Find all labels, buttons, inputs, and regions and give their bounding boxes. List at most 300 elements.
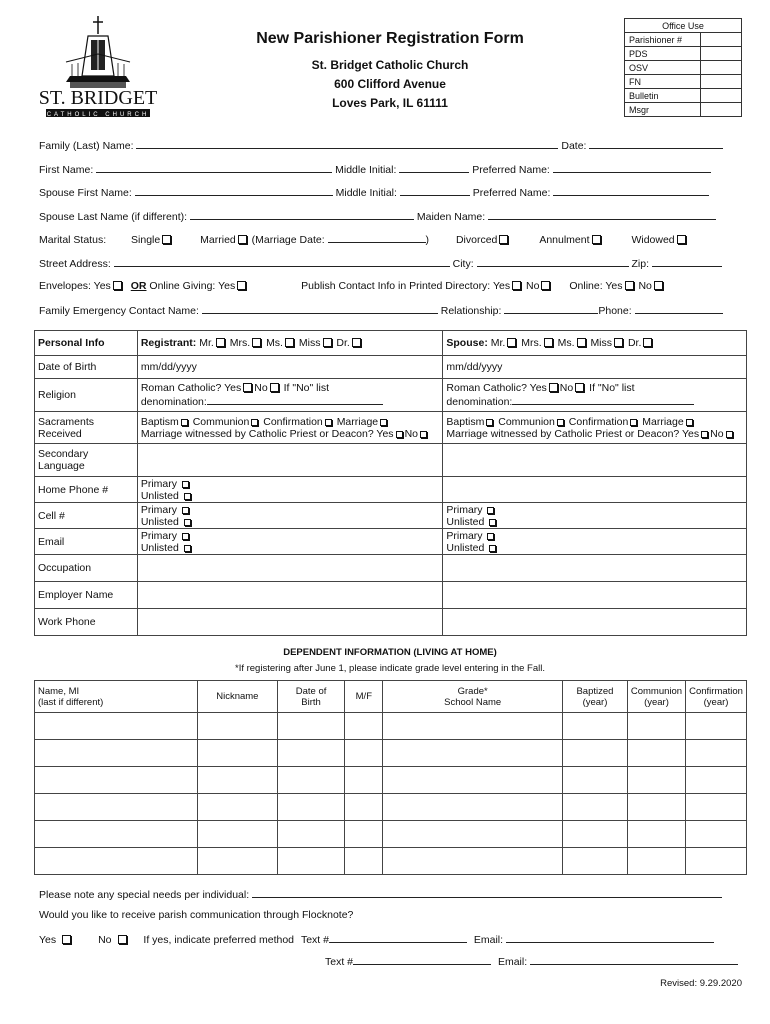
unlisted-label: Unlisted bbox=[446, 541, 485, 554]
unlisted-checkbox[interactable] bbox=[489, 545, 496, 552]
title-mr: Mr. bbox=[490, 337, 506, 349]
dep-cell[interactable] bbox=[198, 794, 278, 821]
relationship-label: Relationship: bbox=[440, 305, 502, 317]
office-row-value[interactable] bbox=[701, 33, 742, 47]
spouse-cell[interactable] bbox=[443, 503, 747, 529]
baptism-checkbox[interactable] bbox=[181, 419, 188, 426]
communion-label: Communion bbox=[192, 415, 250, 428]
dep-cell[interactable] bbox=[627, 821, 685, 848]
mr-checkbox[interactable] bbox=[507, 338, 516, 347]
divorced-label: Divorced bbox=[455, 234, 498, 246]
envelopes-checkbox[interactable] bbox=[113, 281, 122, 290]
spouse-occupation[interactable] bbox=[443, 555, 747, 582]
col-dob-sub: Birth bbox=[301, 696, 321, 708]
confirmation-label: Confirmation bbox=[568, 415, 629, 428]
first-name-row bbox=[39, 162, 743, 176]
office-row-label: OSV bbox=[625, 61, 701, 75]
office-row-label: PDS bbox=[625, 47, 701, 61]
col-grade-sub: School Name bbox=[444, 696, 502, 708]
spouse-employer[interactable] bbox=[443, 582, 747, 609]
dep-cell[interactable] bbox=[563, 740, 628, 767]
ms-checkbox[interactable] bbox=[285, 338, 294, 347]
dependent-title: DEPENDENT INFORMATION (LIVING AT HOME) bbox=[283, 647, 497, 658]
dep-cell[interactable] bbox=[277, 794, 345, 821]
page-title: New Parishioner Registration Form bbox=[256, 30, 524, 47]
mrs-checkbox[interactable] bbox=[252, 338, 261, 347]
spouse-last-label: Spouse Last Name (if different): bbox=[39, 211, 188, 223]
col-name-text: Name, MI bbox=[38, 685, 80, 697]
publish-no-checkbox[interactable] bbox=[541, 281, 550, 290]
marriage-date-close: ) bbox=[425, 234, 430, 246]
revised-date: Revised: 9.29.2020 bbox=[660, 978, 742, 989]
col-mf: M/F bbox=[345, 681, 383, 713]
language-text: Language bbox=[38, 460, 85, 472]
office-row-value[interactable] bbox=[701, 89, 742, 103]
dep-cell[interactable] bbox=[383, 713, 563, 740]
marriage-date-label: (Marriage Date: bbox=[251, 234, 325, 246]
dep-cell[interactable] bbox=[198, 740, 278, 767]
primary-checkbox[interactable] bbox=[182, 481, 189, 488]
secondary-text: Secondary bbox=[38, 448, 89, 460]
registrant-cell[interactable] bbox=[137, 503, 443, 529]
spouse-first-label: Spouse First Name: bbox=[39, 187, 132, 199]
confirmation-checkbox[interactable] bbox=[325, 419, 332, 426]
dep-cell[interactable] bbox=[277, 713, 345, 740]
dep-cell[interactable] bbox=[627, 767, 685, 794]
dependent-row bbox=[35, 740, 747, 767]
flocknote-no-checkbox[interactable] bbox=[118, 935, 127, 944]
col-dob-text: Date of bbox=[295, 685, 327, 697]
col-grade-text: Grade* bbox=[457, 685, 488, 697]
church-address: 600 Clifford Avenue bbox=[334, 77, 446, 91]
office-row-label: Msgr bbox=[625, 103, 701, 117]
dep-cell[interactable] bbox=[627, 740, 685, 767]
publish-no-label: No bbox=[526, 280, 540, 292]
dep-cell[interactable] bbox=[345, 740, 383, 767]
flocknote-yes-label: Yes bbox=[39, 934, 57, 946]
dep-cell[interactable] bbox=[35, 713, 198, 740]
online-no-checkbox[interactable] bbox=[654, 281, 663, 290]
mr-checkbox[interactable] bbox=[216, 338, 225, 347]
primary-checkbox[interactable] bbox=[487, 533, 494, 540]
dep-cell[interactable] bbox=[345, 821, 383, 848]
sacraments-text: Sacraments bbox=[38, 415, 95, 428]
unlisted-checkbox[interactable] bbox=[184, 545, 191, 552]
title-miss: Miss bbox=[298, 337, 321, 349]
dep-cell[interactable] bbox=[563, 794, 628, 821]
office-row-label: Parishioner # bbox=[625, 33, 701, 47]
annulment-checkbox[interactable] bbox=[592, 235, 601, 244]
dep-cell[interactable] bbox=[198, 713, 278, 740]
online-giving-label: Online Giving: Yes bbox=[149, 280, 236, 292]
church-logo bbox=[36, 14, 160, 124]
office-use-title: Office Use bbox=[625, 19, 742, 33]
denomination-label: denomination: bbox=[140, 396, 207, 408]
rc-no-label: No bbox=[559, 382, 574, 394]
registrant-religion bbox=[137, 379, 443, 412]
dep-cell[interactable] bbox=[686, 794, 747, 821]
primary-label: Primary bbox=[140, 503, 178, 516]
col-confirmation-text: Confirmation bbox=[689, 685, 743, 697]
rc-label: Roman Catholic? Yes bbox=[446, 382, 547, 394]
logo-subtext: CATHOLIC CHURCH bbox=[46, 112, 150, 118]
personal-info-header: Personal Info bbox=[35, 331, 138, 356]
dep-cell[interactable] bbox=[35, 794, 198, 821]
logo-text: ST. BRIDGET bbox=[38, 87, 158, 109]
witnessed-no-label: No bbox=[710, 427, 724, 440]
registrant-work-phone[interactable] bbox=[137, 609, 443, 636]
registrant-home-phone[interactable] bbox=[137, 477, 443, 503]
text-label: Text # bbox=[300, 934, 329, 946]
preferred-name-label: Preferred Name: bbox=[472, 164, 550, 176]
dep-cell[interactable] bbox=[35, 767, 198, 794]
rc-yes-checkbox[interactable] bbox=[243, 383, 252, 392]
spouse-label: Spouse: bbox=[446, 337, 488, 349]
unlisted-label: Unlisted bbox=[140, 515, 179, 528]
email-label: Email bbox=[35, 529, 138, 555]
special-needs-field[interactable] bbox=[252, 887, 722, 898]
dep-cell[interactable] bbox=[383, 767, 563, 794]
dep-cell[interactable] bbox=[627, 713, 685, 740]
dep-cell[interactable] bbox=[277, 821, 345, 848]
dep-cell[interactable] bbox=[198, 767, 278, 794]
first-name-label: First Name: bbox=[39, 164, 94, 176]
dependent-row bbox=[35, 713, 747, 740]
flocknote-row bbox=[39, 909, 743, 921]
office-row-label: Bulletin bbox=[625, 89, 701, 103]
dep-cell[interactable] bbox=[35, 740, 198, 767]
marriage-label: Marriage bbox=[642, 415, 684, 428]
primary-label: Primary bbox=[140, 477, 178, 490]
primary-label: Primary bbox=[140, 529, 178, 542]
baptism-label: Baptism bbox=[446, 415, 485, 428]
dep-cell[interactable] bbox=[563, 713, 628, 740]
rc-label: Roman Catholic? Yes bbox=[140, 382, 242, 394]
dob-label: Date of Birth bbox=[35, 356, 138, 379]
divorced-checkbox[interactable] bbox=[499, 235, 508, 244]
online-no-label: No bbox=[638, 280, 652, 292]
denomination-label: denomination: bbox=[446, 396, 513, 408]
family-name-field[interactable] bbox=[136, 138, 558, 149]
dep-cell[interactable] bbox=[345, 713, 383, 740]
dependents-table bbox=[34, 680, 747, 875]
witnessed-no-checkbox[interactable] bbox=[420, 431, 427, 438]
dep-cell[interactable] bbox=[35, 848, 198, 875]
dep-cell[interactable] bbox=[627, 794, 685, 821]
spouse-middle-label: Middle Initial: bbox=[335, 187, 397, 199]
unlisted-label: Unlisted bbox=[446, 515, 485, 528]
church-name: St. Bridget Catholic Church bbox=[311, 58, 469, 72]
col-communion-text: Communion bbox=[630, 685, 683, 697]
city-label: City: bbox=[452, 258, 474, 270]
online-yes-checkbox[interactable] bbox=[625, 281, 634, 290]
city-field[interactable] bbox=[477, 256, 629, 267]
dependent-note: *If registering after June 1, please indicate grade level entering in the Fall. bbox=[235, 663, 545, 674]
unlisted-label: Unlisted bbox=[140, 489, 179, 502]
registrant-employer[interactable] bbox=[137, 582, 443, 609]
primary-checkbox[interactable] bbox=[182, 533, 189, 540]
dependent-row bbox=[35, 767, 747, 794]
title-mrs: Mrs. bbox=[229, 337, 251, 349]
col-nickname: Nickname bbox=[198, 681, 278, 713]
dep-cell[interactable] bbox=[563, 821, 628, 848]
dep-cell[interactable] bbox=[686, 713, 747, 740]
envelopes-label: Envelopes: Yes bbox=[39, 280, 111, 292]
mrs-checkbox[interactable] bbox=[544, 338, 553, 347]
primary-checkbox[interactable] bbox=[487, 507, 494, 514]
dep-cell[interactable] bbox=[563, 767, 628, 794]
marriage-checkbox[interactable] bbox=[686, 419, 693, 426]
flocknote-label: Would you like to receive parish communication through Flocknote? bbox=[39, 909, 354, 921]
ms-checkbox[interactable] bbox=[577, 338, 586, 347]
marriage-checkbox[interactable] bbox=[380, 419, 387, 426]
home-phone-label: Home Phone # bbox=[35, 477, 138, 503]
dep-cell[interactable] bbox=[627, 848, 685, 875]
communion-checkbox[interactable] bbox=[251, 419, 258, 426]
dep-cell[interactable] bbox=[198, 848, 278, 875]
marital-label: Marital Status: bbox=[39, 234, 107, 246]
dr-checkbox[interactable] bbox=[643, 338, 652, 347]
title-miss: Miss bbox=[590, 337, 613, 349]
dep-cell[interactable] bbox=[383, 821, 563, 848]
dep-cell[interactable] bbox=[383, 740, 563, 767]
occupation-label: Occupation bbox=[35, 555, 138, 582]
dep-cell[interactable] bbox=[35, 821, 198, 848]
single-checkbox[interactable] bbox=[162, 235, 171, 244]
special-needs-label: Please note any special needs per individual: bbox=[39, 889, 250, 901]
col-baptized bbox=[563, 681, 628, 713]
registrant-dob[interactable]: mm/dd/yyyy bbox=[137, 356, 443, 379]
witnessed-yes-checkbox[interactable] bbox=[701, 431, 708, 438]
col-dob bbox=[277, 681, 345, 713]
phone-field[interactable] bbox=[635, 303, 723, 314]
employer-label: Employer Name bbox=[35, 582, 138, 609]
dep-cell[interactable] bbox=[686, 848, 747, 875]
married-checkbox[interactable] bbox=[238, 235, 247, 244]
title-dr: Dr. bbox=[627, 337, 642, 349]
street-field[interactable] bbox=[114, 256, 450, 267]
dependent-row bbox=[35, 848, 747, 875]
spouse-dob[interactable]: mm/dd/yyyy bbox=[443, 356, 747, 379]
email-field[interactable] bbox=[506, 932, 714, 943]
zip-label: Zip: bbox=[631, 258, 649, 270]
title-dr: Dr. bbox=[336, 337, 350, 349]
personal-info-table bbox=[34, 330, 747, 636]
confirmation-label: Confirmation bbox=[263, 415, 323, 428]
col-confirmation bbox=[686, 681, 747, 713]
dep-cell[interactable] bbox=[686, 821, 747, 848]
envelopes-row bbox=[39, 280, 743, 292]
dep-cell[interactable] bbox=[686, 767, 747, 794]
publish-yes-checkbox[interactable] bbox=[512, 281, 521, 290]
received-text: Received bbox=[38, 427, 82, 440]
spouse-last-row bbox=[39, 209, 743, 223]
miss-checkbox[interactable] bbox=[614, 338, 623, 347]
cell-label: Cell # bbox=[35, 503, 138, 529]
text-label-2: Text # bbox=[325, 956, 354, 968]
address-row bbox=[39, 256, 743, 270]
text-field-2[interactable] bbox=[353, 954, 491, 965]
rc-no-checkbox[interactable] bbox=[575, 383, 584, 392]
spouse-preferred-field[interactable] bbox=[553, 185, 709, 196]
spouse-first-row bbox=[39, 185, 743, 199]
rc-no-label: No bbox=[254, 382, 268, 394]
unlisted-label: Unlisted bbox=[140, 541, 179, 554]
street-label: Street Address: bbox=[39, 258, 111, 270]
registrant-language[interactable] bbox=[137, 444, 443, 477]
title-mrs: Mrs. bbox=[521, 337, 542, 349]
spouse-last-field[interactable] bbox=[190, 209, 414, 220]
office-row-value[interactable] bbox=[701, 61, 742, 75]
witnessed-no-label: No bbox=[404, 427, 418, 440]
dep-cell[interactable] bbox=[198, 821, 278, 848]
primary-checkbox[interactable] bbox=[182, 507, 189, 514]
marriage-date-field[interactable] bbox=[328, 232, 426, 243]
witnessed-label: Marriage witnessed by Catholic Priest or Deacon? Yes bbox=[446, 427, 700, 440]
religion-label: Religion bbox=[35, 379, 138, 412]
denomination-field[interactable] bbox=[207, 394, 383, 405]
witnessed-label: Marriage witnessed by Catholic Priest or Deacon? Yes bbox=[140, 427, 394, 440]
spouse-first-field[interactable] bbox=[135, 185, 333, 196]
text-field[interactable] bbox=[329, 932, 467, 943]
dep-cell[interactable] bbox=[345, 848, 383, 875]
office-row-value[interactable] bbox=[701, 75, 742, 89]
registrant-header bbox=[137, 331, 443, 356]
dep-cell[interactable] bbox=[383, 794, 563, 821]
witnessed-yes-checkbox[interactable] bbox=[396, 431, 403, 438]
primary-label: Primary bbox=[446, 503, 483, 516]
secondary-language-label bbox=[35, 444, 138, 477]
maiden-name-field[interactable] bbox=[488, 209, 716, 220]
baptism-checkbox[interactable] bbox=[486, 419, 493, 426]
dep-cell[interactable] bbox=[277, 740, 345, 767]
spouse-preferred-label: Preferred Name: bbox=[472, 187, 551, 199]
communion-label: Communion bbox=[498, 415, 555, 428]
flocknote-second-row bbox=[325, 954, 745, 968]
widowed-checkbox[interactable] bbox=[677, 235, 686, 244]
col-grade bbox=[383, 681, 563, 713]
date-label: Date: bbox=[561, 140, 587, 152]
email-label: Email: bbox=[473, 934, 504, 946]
maiden-name-label: Maiden Name: bbox=[416, 211, 486, 223]
if-no-label: If "No" list bbox=[589, 382, 635, 394]
if-yes-label: If yes, indicate preferred method bbox=[143, 934, 295, 946]
dep-cell[interactable] bbox=[345, 794, 383, 821]
annulment-label: Annulment bbox=[539, 234, 590, 246]
col-year: (year) bbox=[703, 696, 729, 708]
publish-label: Publish Contact Info in Printed Directory: Yes bbox=[301, 280, 511, 292]
dep-cell[interactable] bbox=[686, 740, 747, 767]
miss-checkbox[interactable] bbox=[323, 338, 332, 347]
marriage-label: Marriage bbox=[336, 415, 379, 428]
sacraments-label bbox=[35, 412, 138, 444]
office-row-label: FN bbox=[625, 75, 701, 89]
dep-cell[interactable] bbox=[277, 848, 345, 875]
church-city: Loves Park, IL 61111 bbox=[332, 96, 448, 110]
zip-field[interactable] bbox=[652, 256, 722, 267]
col-communion bbox=[627, 681, 685, 713]
unlisted-checkbox[interactable] bbox=[489, 519, 496, 526]
widowed-label: Widowed bbox=[631, 234, 675, 246]
email-field-2[interactable] bbox=[530, 954, 738, 965]
registrant-email[interactable] bbox=[137, 529, 443, 555]
relationship-field[interactable] bbox=[504, 303, 598, 314]
emergency-row bbox=[39, 303, 743, 317]
title-ms: Ms. bbox=[266, 337, 283, 349]
col-year: (year) bbox=[644, 696, 669, 708]
communion-checkbox[interactable] bbox=[557, 419, 564, 426]
rc-yes-checkbox[interactable] bbox=[549, 383, 558, 392]
preferred-name-field[interactable] bbox=[553, 162, 711, 173]
title-mr: Mr. bbox=[199, 337, 214, 349]
baptism-label: Baptism bbox=[140, 415, 179, 428]
flocknote-yes-checkbox[interactable] bbox=[62, 935, 71, 944]
emergency-field[interactable] bbox=[202, 303, 438, 314]
if-no-label: If "No" list bbox=[283, 382, 329, 394]
special-needs-row bbox=[39, 887, 743, 901]
or-label: OR bbox=[130, 280, 147, 292]
dependent-row bbox=[35, 794, 747, 821]
spouse-language[interactable] bbox=[443, 444, 747, 477]
col-name bbox=[35, 681, 198, 713]
flocknote-choice-row bbox=[39, 932, 743, 946]
primary-label: Primary bbox=[446, 529, 483, 542]
middle-initial-label: Middle Initial: bbox=[335, 164, 397, 176]
spouse-work-phone[interactable] bbox=[443, 609, 747, 636]
office-use-table bbox=[624, 18, 742, 117]
online-giving-checkbox[interactable] bbox=[237, 281, 246, 290]
spouse-header bbox=[443, 331, 747, 356]
spouse-middle-field[interactable] bbox=[400, 185, 470, 196]
dep-cell[interactable] bbox=[563, 848, 628, 875]
registrant-label: Registrant: bbox=[140, 337, 197, 349]
dep-cell[interactable] bbox=[345, 767, 383, 794]
title-ms: Ms. bbox=[557, 337, 575, 349]
dep-cell[interactable] bbox=[383, 848, 563, 875]
online-label: Online: Yes bbox=[569, 280, 623, 292]
marital-row bbox=[39, 232, 743, 246]
work-phone-label: Work Phone bbox=[35, 609, 138, 636]
unlisted-checkbox[interactable] bbox=[184, 519, 191, 526]
registrant-sacraments bbox=[137, 412, 443, 444]
denomination-field[interactable] bbox=[512, 394, 694, 405]
unlisted-checkbox[interactable] bbox=[184, 493, 191, 500]
office-row-value[interactable] bbox=[701, 103, 742, 117]
witnessed-no-checkbox[interactable] bbox=[726, 431, 733, 438]
col-name-sub: (last if different) bbox=[38, 696, 104, 708]
family-name-row bbox=[39, 138, 743, 152]
dependent-row bbox=[35, 821, 747, 848]
flocknote-no-label: No bbox=[98, 934, 112, 946]
confirmation-checkbox[interactable] bbox=[630, 419, 637, 426]
col-year: (year) bbox=[582, 696, 608, 708]
col-baptized-text: Baptized bbox=[576, 685, 614, 697]
phone-label: Phone: bbox=[598, 305, 632, 317]
spouse-email[interactable] bbox=[443, 529, 747, 555]
dr-checkbox[interactable] bbox=[352, 338, 361, 347]
spouse-home-phone-blank bbox=[443, 477, 747, 503]
middle-initial-field[interactable] bbox=[399, 162, 469, 173]
rc-no-checkbox[interactable] bbox=[270, 383, 279, 392]
family-name-label: Family (Last) Name: bbox=[39, 140, 134, 152]
first-name-field[interactable] bbox=[96, 162, 332, 173]
emergency-label: Family Emergency Contact Name: bbox=[39, 305, 199, 317]
dep-cell[interactable] bbox=[277, 767, 345, 794]
header bbox=[190, 30, 590, 113]
registrant-occupation[interactable] bbox=[137, 555, 443, 582]
date-field[interactable] bbox=[589, 138, 723, 149]
office-row-value[interactable] bbox=[701, 47, 742, 61]
